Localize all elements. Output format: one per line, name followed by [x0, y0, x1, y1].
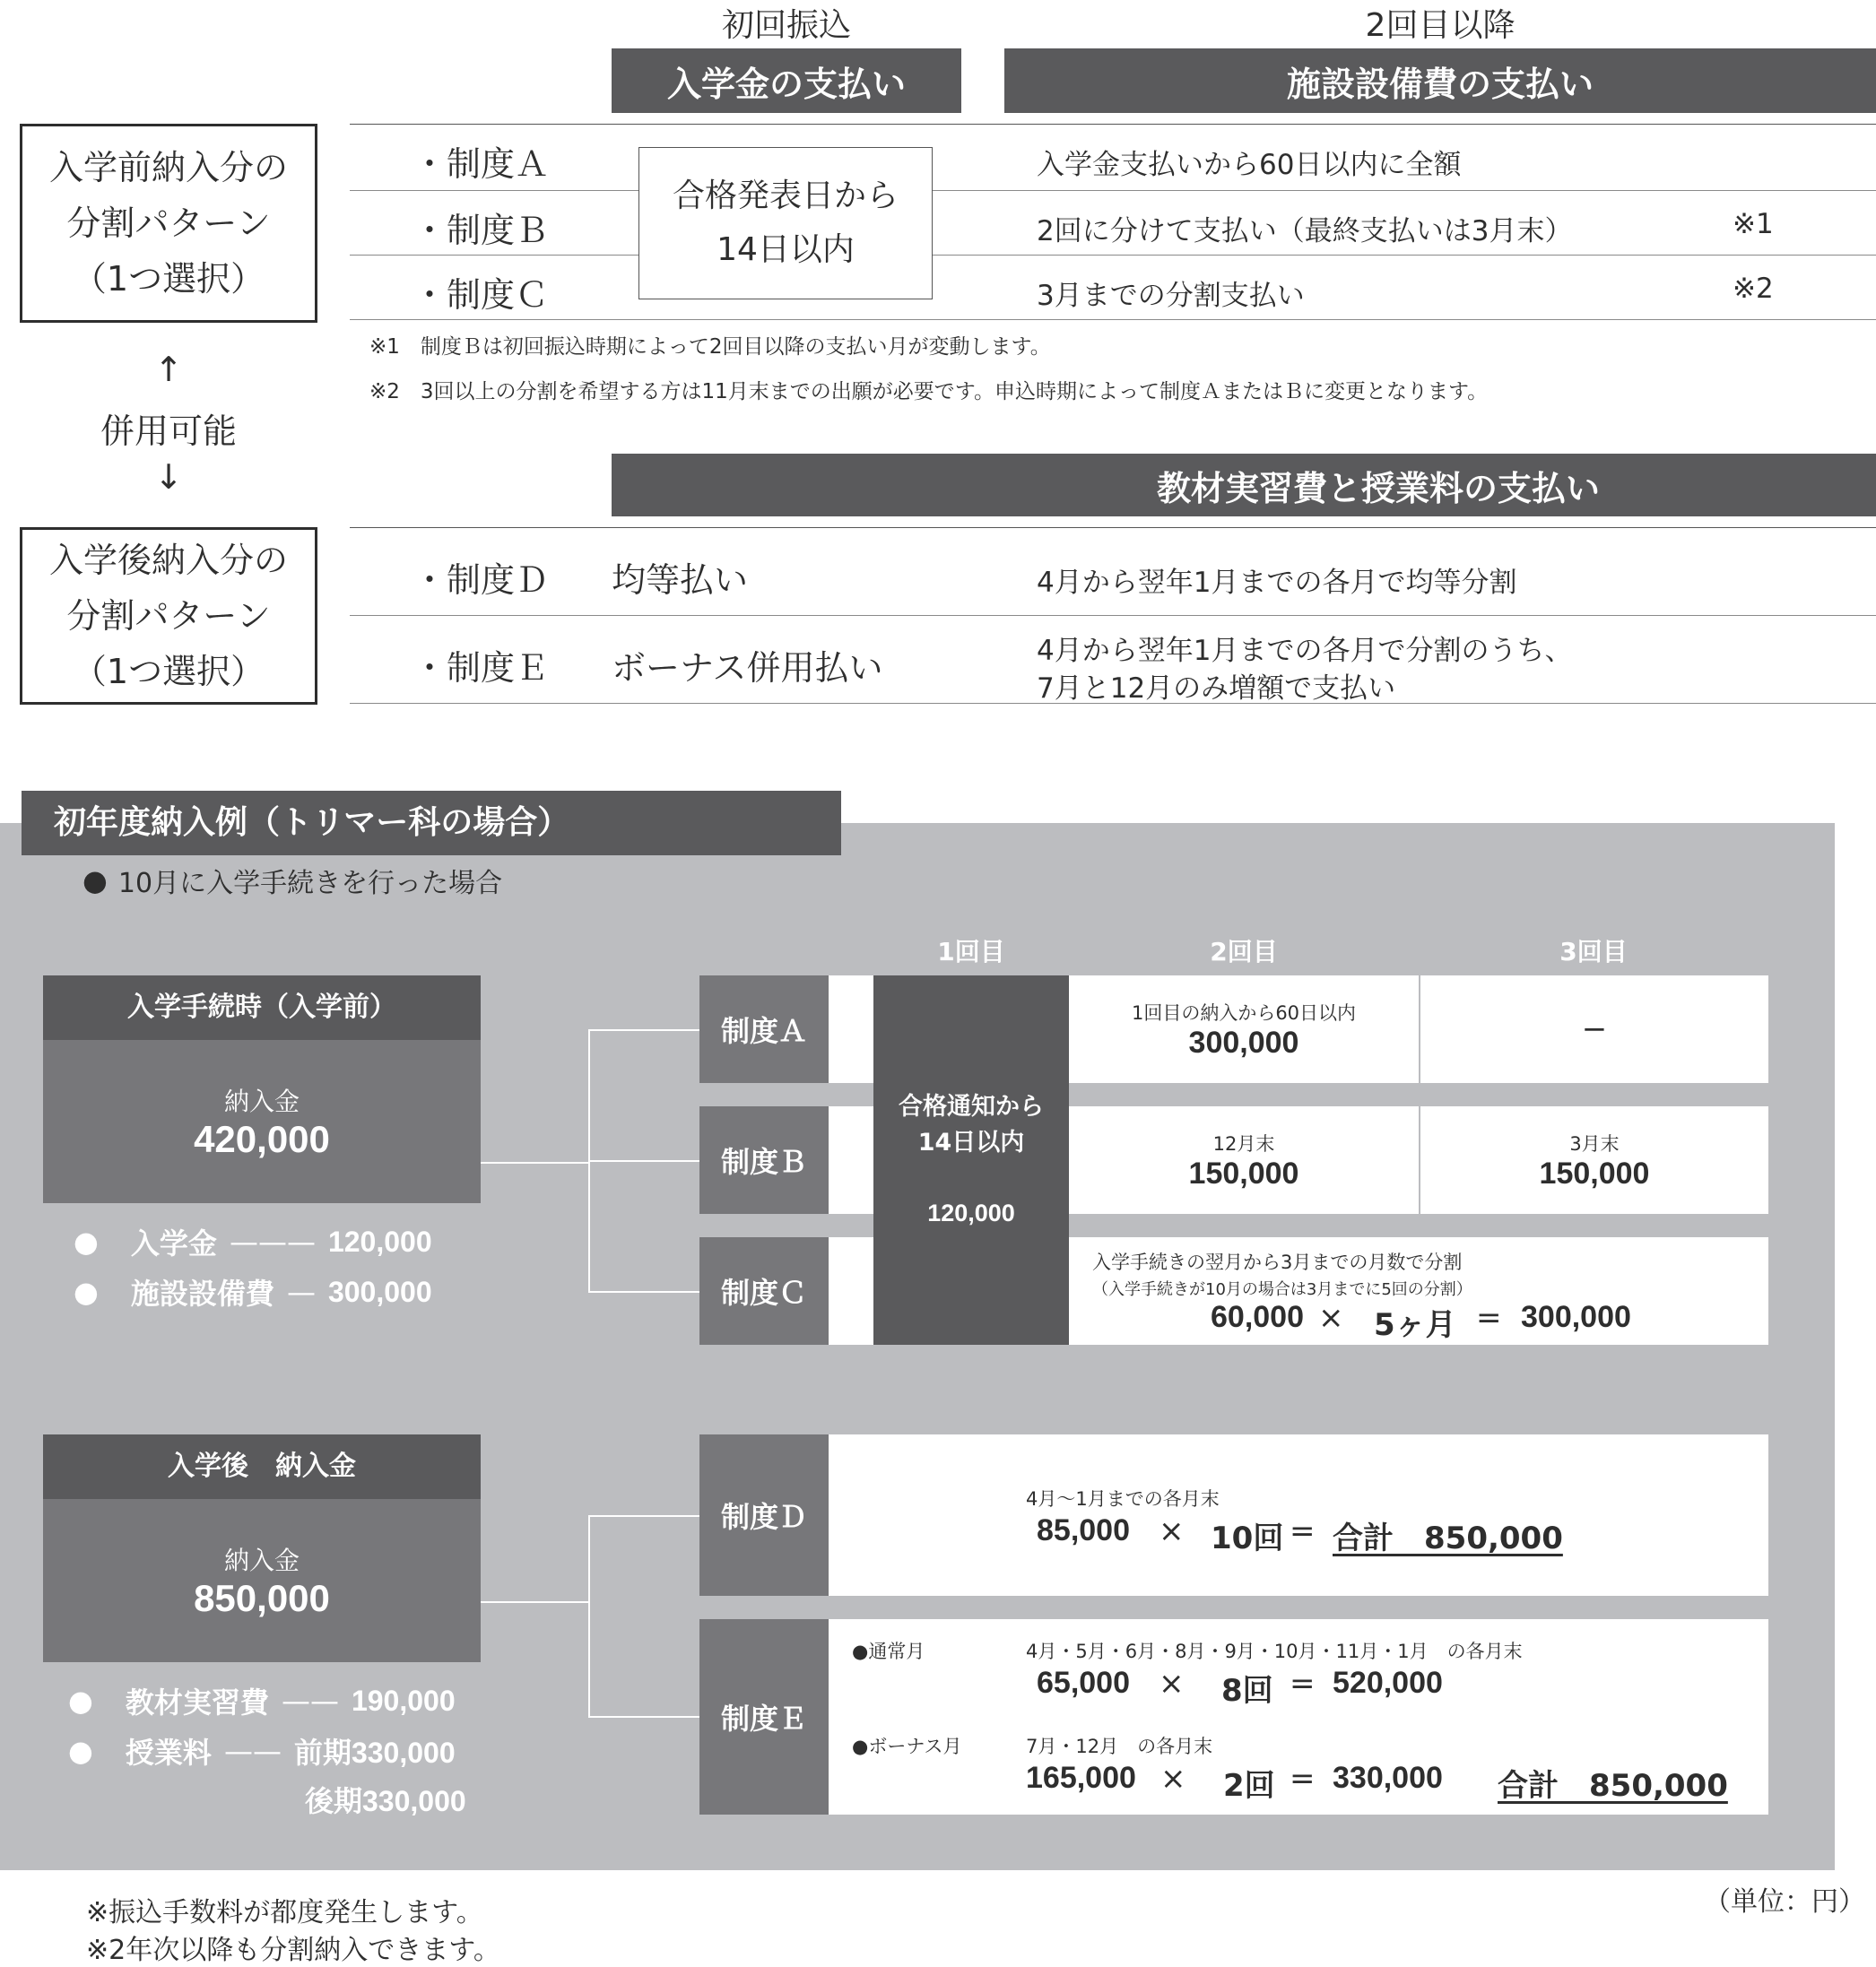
plan-d-total: 合計 850,000	[1333, 1521, 1563, 1556]
post-item-row	[68, 1730, 481, 1772]
pre-amount-box	[43, 1040, 481, 1203]
divider	[933, 255, 1876, 256]
post-item-dash: ——	[223, 1734, 282, 1768]
connector	[588, 1029, 699, 1031]
bullet-icon: ●	[68, 1684, 93, 1718]
plan-b-c2-note: 12月末	[1212, 1132, 1275, 1155]
plan-c-tag: 制度Ｃ	[699, 1237, 829, 1345]
divider	[350, 319, 1876, 320]
plan-c-calc-4: =	[1476, 1300, 1502, 1336]
pre-box-line: 入学前納入分の	[48, 148, 288, 187]
plan-d-desc: 4月から翌年1月までの各月で均等分割	[1037, 567, 1517, 599]
plan-a-tag: 制度Ａ	[699, 975, 829, 1083]
col-header-2: 2回目	[1210, 937, 1278, 966]
plan-e-normal-calc-1: 65,000	[1037, 1666, 1130, 1700]
post-box-line: （1つ選択）	[72, 652, 265, 691]
connector	[481, 1601, 590, 1603]
post-amount-box	[43, 1499, 481, 1662]
plan-a-c2-note: 1回目の納入から60日以内	[1131, 1001, 1357, 1024]
bullet-icon: ●	[74, 1225, 99, 1259]
plan-e-bonus-calc-2: ×	[1160, 1761, 1186, 1797]
post-box-line: 入学後納入分の	[48, 541, 288, 580]
plan-e-normal-calc-4: =	[1290, 1666, 1316, 1702]
footnote-1: ※1 制度Ｂは初回振込時期によって2回目以降の支払い月が変動します。	[369, 335, 1051, 359]
post-item-name: 教材実習費	[125, 1685, 269, 1720]
pre-item-row	[74, 1271, 468, 1313]
pre-box-line: 分割パターン	[66, 204, 271, 243]
pre-amount-label: 納入金	[223, 1087, 300, 1116]
bullet-icon: ●	[74, 1275, 99, 1309]
plan-c-label: ・制度Ｃ	[413, 275, 550, 315]
bottom-note-1: ※振込手数料が都度発生します。	[86, 1897, 483, 1928]
column-header-later: 2回目以降	[1365, 7, 1516, 44]
plan-b-cell-3	[1420, 1106, 1768, 1214]
connector	[588, 1160, 699, 1162]
pre-item-value: 300,000	[327, 1275, 432, 1308]
pre-enrollment-pattern-box	[20, 124, 317, 323]
plan-d-calc-4: =	[1290, 1513, 1316, 1549]
plan-a-c2-value: 300,000	[1188, 1025, 1299, 1060]
plan-a-cell-2	[1069, 975, 1419, 1083]
connector	[588, 1515, 590, 1716]
plan-e-normal-calc-2: ×	[1159, 1666, 1185, 1702]
plan-e-normal-calc-5: 520,000	[1333, 1666, 1443, 1700]
plan-c-white-gap	[829, 1237, 873, 1345]
plan-b-tag: 制度Ｂ	[699, 1106, 829, 1214]
col-header-1: 1回目	[937, 937, 1005, 966]
arrow-down: ↓	[154, 457, 183, 497]
combinable-label: 併用可能	[100, 412, 237, 451]
post-amount-value: 850,000	[194, 1577, 330, 1619]
plan-c-note1: 入学手続きの翌月から3月までの月数で分割	[1092, 1252, 1463, 1273]
pre-item-name: 入学金	[130, 1226, 217, 1261]
pre-item-name: 施設設備費	[130, 1277, 274, 1311]
plan-e-tag: 制度Ｅ	[699, 1619, 829, 1815]
plan-b-c3-note: 3月末	[1569, 1132, 1620, 1155]
plan-e-normal-note: 4月・5月・6月・8月・9月・10月・11月・1月 の各月末	[1026, 1641, 1523, 1662]
plan-a-cell-3	[1420, 975, 1768, 1083]
connector	[588, 1716, 699, 1718]
plan-b-white-gap	[829, 1106, 873, 1214]
post-enrollment-pattern-box	[20, 527, 317, 705]
plan-c-note: ※2	[1733, 273, 1774, 305]
plan-a-c3-value: −	[1581, 1011, 1608, 1047]
divider	[350, 190, 638, 191]
plan-b-note: ※1	[1733, 208, 1774, 240]
divider	[350, 615, 1876, 616]
pre-item-value: 120,000	[327, 1225, 432, 1258]
first-col-amount: 120,000	[927, 1200, 1015, 1226]
plan-e-bonus-label: ●ボーナス月	[852, 1736, 962, 1757]
plan-e-total: 合計 850,000	[1498, 1768, 1728, 1804]
first-payment-column	[873, 975, 1069, 1345]
pre-item-row	[74, 1221, 468, 1262]
header-materials-tuition	[612, 454, 1876, 516]
plan-b-desc: 2回に分けて支払い（最終支払いは3月末）	[1037, 215, 1573, 247]
plan-e-label: ・制度Ｅ	[413, 648, 550, 688]
plan-e-normal-calc-3: 8回	[1221, 1673, 1273, 1709]
header-admission-payment: 入学金の支払い	[612, 48, 961, 113]
plan-d-calc-1: 85,000	[1037, 1513, 1130, 1547]
pre-item-dash: ———	[229, 1225, 316, 1259]
plan-e-desc-line2: 7月と12月のみ増額で支払い	[1037, 672, 1396, 705]
plan-b-c3-value: 150,000	[1539, 1156, 1650, 1191]
footnote-2: ※2 3回以上の分割を希望する方は11月末までの出願が必要です。申込時期によって制度ＡまたはＢに変更となります。	[369, 380, 1489, 403]
arrow-up: ↑	[154, 350, 183, 389]
plan-a-label: ・制度Ａ	[413, 144, 550, 184]
divider	[350, 527, 1876, 528]
divider	[350, 124, 1876, 125]
col-header-3: 3回目	[1559, 937, 1628, 966]
plan-e-desc-line1: 4月から翌年1月までの各月で分割のうち、	[1037, 635, 1573, 667]
plan-d-cell	[829, 1434, 1768, 1596]
plan-c-note2: （入学手続きが10月の場合は3月までに5回の分割）	[1092, 1280, 1472, 1299]
plan-e-bonus-calc-1: 165,000	[1026, 1761, 1136, 1795]
post-box-line: 分割パターン	[66, 596, 271, 636]
example-subtitle: 10月に入学手続きを行った場合	[117, 868, 503, 899]
bullet-icon: ●	[68, 1734, 93, 1768]
first-payment-box	[638, 147, 933, 299]
plan-d-type: 均等払い	[612, 560, 749, 600]
pre-amount-value: 420,000	[194, 1118, 330, 1160]
plan-b-cell-2	[1069, 1106, 1419, 1214]
first-col-line1: 合格通知から	[899, 1093, 1044, 1121]
plan-c-cell	[1069, 1237, 1768, 1345]
plan-e-bonus-calc-5: 330,000	[1333, 1761, 1443, 1795]
plan-d-calc-3: 10回	[1211, 1521, 1284, 1556]
plan-a-white-gap	[829, 975, 873, 1083]
post-item-name: 授業料	[125, 1736, 212, 1770]
plan-b-label: ・制度Ｂ	[413, 211, 550, 250]
connector	[588, 1291, 699, 1293]
plan-d-label: ・制度Ｄ	[413, 560, 550, 600]
bottom-note-2: ※2年次以降も分割納入できます。	[86, 1935, 500, 1966]
header-materials-text: 教材実習費と授業料の支払い	[1156, 468, 1600, 508]
connector	[588, 1515, 699, 1517]
first-col-line2: 14日以内	[917, 1129, 1025, 1157]
post-item-dash: ——	[281, 1684, 339, 1718]
post-item-value2: 後期330,000	[305, 1785, 466, 1817]
post-item-value: 190,000	[351, 1684, 456, 1717]
plan-d-calc-2: ×	[1159, 1513, 1185, 1549]
pre-box-line: （1つ選択）	[72, 259, 265, 299]
bullet-icon: ●	[83, 863, 108, 897]
post-amount-label: 納入金	[223, 1546, 300, 1575]
plan-b-c2-value: 150,000	[1188, 1156, 1299, 1191]
plan-e-cell	[829, 1619, 1768, 1815]
first-payment-line: 14日以内	[717, 231, 855, 268]
divider	[350, 255, 638, 256]
plan-e-bonus-note: 7月・12月 の各月末	[1026, 1736, 1213, 1757]
header-facility-payment: 施設設備費の支払い	[1004, 48, 1876, 113]
post-item-value: 前期330,000	[293, 1737, 456, 1769]
first-payment-line: 合格発表日から	[672, 178, 899, 214]
post-item-row	[68, 1680, 481, 1721]
plan-e-normal-label: ●通常月	[852, 1641, 925, 1662]
column-header-first: 初回振込	[721, 7, 851, 44]
pre-amount-header: 入学手続時（入学前）	[43, 975, 481, 1040]
plan-c-calc-1: 60,000	[1211, 1300, 1304, 1334]
plan-a-desc: 入学金支払いから60日以内に全額	[1037, 149, 1462, 181]
unit-label: （単位：円）	[1704, 1886, 1865, 1918]
plan-c-calc-3: 5ヶ月	[1374, 1307, 1456, 1343]
plan-c-calc-2: ×	[1318, 1300, 1344, 1336]
plan-e-type: ボーナス併用払い	[612, 648, 883, 688]
example-subtitle-row	[83, 861, 502, 900]
plan-c-calc-5: 300,000	[1521, 1300, 1631, 1334]
plan-c-desc: 3月までの分割支払い	[1037, 280, 1305, 312]
plan-e-bonus-calc-4: =	[1290, 1761, 1316, 1797]
divider	[933, 190, 1876, 191]
plan-e-bonus-calc-3: 2回	[1223, 1768, 1275, 1804]
example-title: 初年度納入例（トリマー科の場合）	[22, 791, 841, 855]
plan-d-tag: 制度Ｄ	[699, 1434, 829, 1596]
connector	[481, 1162, 590, 1164]
post-amount-header: 入学後 納入金	[43, 1434, 481, 1499]
plan-d-note: 4月～1月までの各月末	[1026, 1488, 1220, 1510]
pre-item-dash: —	[286, 1275, 316, 1309]
